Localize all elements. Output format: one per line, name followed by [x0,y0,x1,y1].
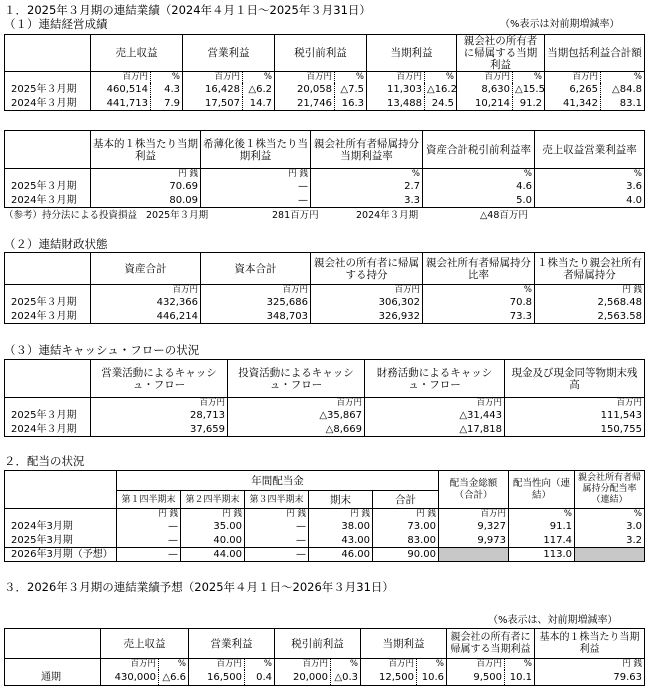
col-revenue: 売上収益 [101,629,189,659]
table-row: 2025年３月期 432,366 325,686 306,302 70.8 2,568.48 [5,296,645,310]
col-q3: 第３四半期末 [245,491,309,509]
table-row: 2025年3月期 — 40.00 — 43.00 83.00 9,973 117.4 3.2 [5,534,645,548]
cash-flow-table: 営業活動によるキャッシュ・フロー 投資活動によるキャッシュ・フロー 財務活動によるキャッシュ・フロー 現金及び現金同等物期末残高 百万円 百万円 百万円 百万円 2025年３月期 28,713 △35,867 △31,443 111,543 2024年３月期 37,659 △8,669 △17,818 150,755 [4,359,645,437]
section3-sub: （３）連結キャッシュ・フローの状況 [4,343,200,357]
table-row: 2024年3月期 — 35.00 — 38.00 73.00 9,327 91.1 3.0 [5,520,645,534]
col-total: 合計 [373,491,439,509]
section5-title: ３．2026年３月期の連結業績予想（2025年４月１日～2026年３月31日） [4,580,394,594]
shaded-cell [575,548,645,562]
col-comprehensive: 当期包括利益合計額 [545,35,645,72]
table-row: 2025年３月期 460,514 4.3 16,428 △6.2 20,058 △7.5 11,303 △16.2 8,630 △15.5 6,265 △84.8 [5,83,645,97]
col-q1: 第１四半期末 [117,491,181,509]
section2-sub: （２）連結財政状態 [4,237,108,251]
col-operating-cf: 営業活動によるキャッシュ・フロー [91,360,228,398]
shaded-cell [439,548,509,562]
col-q2: 第２四半期末 [181,491,245,509]
col-payout-ratio: 配当性向（連結） [509,471,575,509]
col-total-equity: 資本合計 [201,253,311,285]
operating-results-table: 売上収益 営業利益 税引前利益 当期利益 親会社の所有者に帰属する当期利益 当期包括利益合計額 百万円 % 百万円 % 百万円 % 百万円 % 百万円 % 百万円 % 2025年３月期 460,514 4.3 16,428 △6.2 20,058 △7.5 11,303 △16.2 8,630 △15.5 6,265 △84.8 2024年３月期 441,713 7.9 17,507 14.7 21,746 16.3 13,488 24.5 10,214 91.2 41,342 83.1 [4,34,645,111]
table-row: 2024年３月期 446,214 348,703 326,932 73.3 2,563.58 [5,310,645,324]
table-row: 通期 430,000 △6.6 16,500 0.4 20,000 △0.3 12,500 10.6 9,500 10.1 79.63 [5,670,645,686]
col-investing-cf: 投資活動によるキャッシュ・フロー [228,360,365,398]
col-doe: 親会社所有者帰属持分配当率（連結） [575,471,645,509]
section1-note: （%表示は対前期増減率） [500,19,620,30]
annual-dividend-header: 年間配当金 [117,471,439,491]
table-row: 2024年３月期 80.09 — 3.3 5.0 4.0 [5,194,645,208]
col-operating-profit: 営業利益 [183,35,275,72]
table-row: 2025年３月期 28,713 △35,867 △31,443 111,543 [5,409,645,423]
equity-method-value2: △48百万円 [480,210,528,221]
col-revenue: 売上収益 [91,35,183,72]
col-diluted-eps: 希薄化後１株当たり当期利益 [201,131,311,169]
section1-sub: （１）連結経営成績 [4,17,108,31]
equity-method-period2: 2024年３月期 [356,210,419,221]
dividend-table: 年間配当金 配当金総額（合計） 配当性向（連結） 親会社所有者帰属持分配当率（連結） 第１四半期末 第２四半期末 第３四半期末 期末 合計 円 銭 円 銭 円 銭 円 銭 円 銭 百万円 % % 2024年3月期 — 35.00 — 38.00 73.00 9,327 91.1 3.0 2025年3月期 — 40.00 — 43.00 83.00 9,973 117.4 3.2 2026年3月期（予想） — 44.00 — 46.00 90.00 113.0 [4,470,645,562]
table-row: 2024年３月期 37,659 △8,669 △17,818 150,755 [5,423,645,437]
table-row: 2024年３月期 441,713 7.9 17,507 14.7 21,746 16.3 13,488 24.5 10,214 91.2 41,342 83.1 [5,97,645,111]
col-owner-profit: 親会社の所有者に帰属する当期利益 [447,629,535,659]
col-financing-cf: 財務活動によるキャッシュ・フロー [365,360,505,398]
section4-title: ２．配当の状況 [4,454,85,468]
col-operating-profit: 営業利益 [189,629,275,659]
col-roe: 親会社所有者帰属持分当期利益率 [311,131,423,169]
col-owner-profit: 親会社の所有者に帰属する当期利益 [457,35,545,72]
col-cash-balance: 現金及び現金同等物期末残高 [505,360,645,398]
col-roa: 資産合計税引前利益率 [423,131,535,169]
col-pretax-profit: 税引前利益 [275,35,367,72]
equity-method-label: （参考）持分法による投資損益 [4,210,138,221]
col-equity-ratio: 親会社所有者帰属持分比率 [423,253,535,285]
col-total-assets: 資産合計 [91,253,201,285]
col-year-end: 期末 [309,491,373,509]
col-basic-eps: 基本的１株当たり当期利益 [535,629,645,659]
col-pretax-profit: 税引前利益 [275,629,361,659]
table-row: 2026年3月期（予想） — 44.00 — 46.00 90.00 113.0 [5,548,645,562]
forecast-table: 売上収益 営業利益 税引前利益 当期利益 親会社の所有者に帰属する当期利益 基本的１株当たり当期利益 百万円 % 百万円 % 百万円 % 百万円 % 百万円 % 円 銭 通期 430,000 △6.6 16,500 0.4 20,000 △0.3 12,500 10.6 9,500 10.1 79.63 [4,628,645,686]
financial-position-table: 資産合計 資本合計 親会社の所有者に帰属する持分 親会社所有者帰属持分比率 １株当たり親会社所有者帰属持分 百万円 百万円 百万円 % 円 銭 2025年３月期 432,366 325,686 306,302 70.8 2,568.48 2024年３月期 446,214 348,703 326,932 73.3 2,563.58 [4,252,645,324]
col-bps: １株当たり親会社所有者帰属持分 [535,253,645,285]
col-dividend-total: 配当金総額（合計） [439,471,509,509]
table-row: 2025年３月期 70.69 — 2.7 4.6 3.6 [5,180,645,194]
equity-method-value1: 281百万円 [272,210,319,221]
col-net-profit: 当期利益 [367,35,457,72]
col-margin: 売上収益営業利益率 [535,131,645,169]
col-owner-equity: 親会社の所有者に帰属する持分 [311,253,423,285]
col-net-profit: 当期利益 [361,629,447,659]
section5-note: （%表示は、対前期増減率） [488,615,618,626]
section1-title: １．2025年３月期の連結業績（2024年４月１日～2025年３月31日） [4,3,371,17]
per-share-table: 基本的１株当たり当期利益 希薄化後１株当たり当期利益 親会社所有者帰属持分当期利益率 資産合計税引前利益率 売上収益営業利益率 円 銭 円 銭 % % % 2025年３月期 70.69 — 2.7 4.6 3.6 2024年３月期 80.09 — 3.3 5.0 4.0 [4,130,645,208]
col-basic-eps: 基本的１株当たり当期利益 [91,131,201,169]
equity-method-period1: 2025年３月期 [146,210,209,221]
